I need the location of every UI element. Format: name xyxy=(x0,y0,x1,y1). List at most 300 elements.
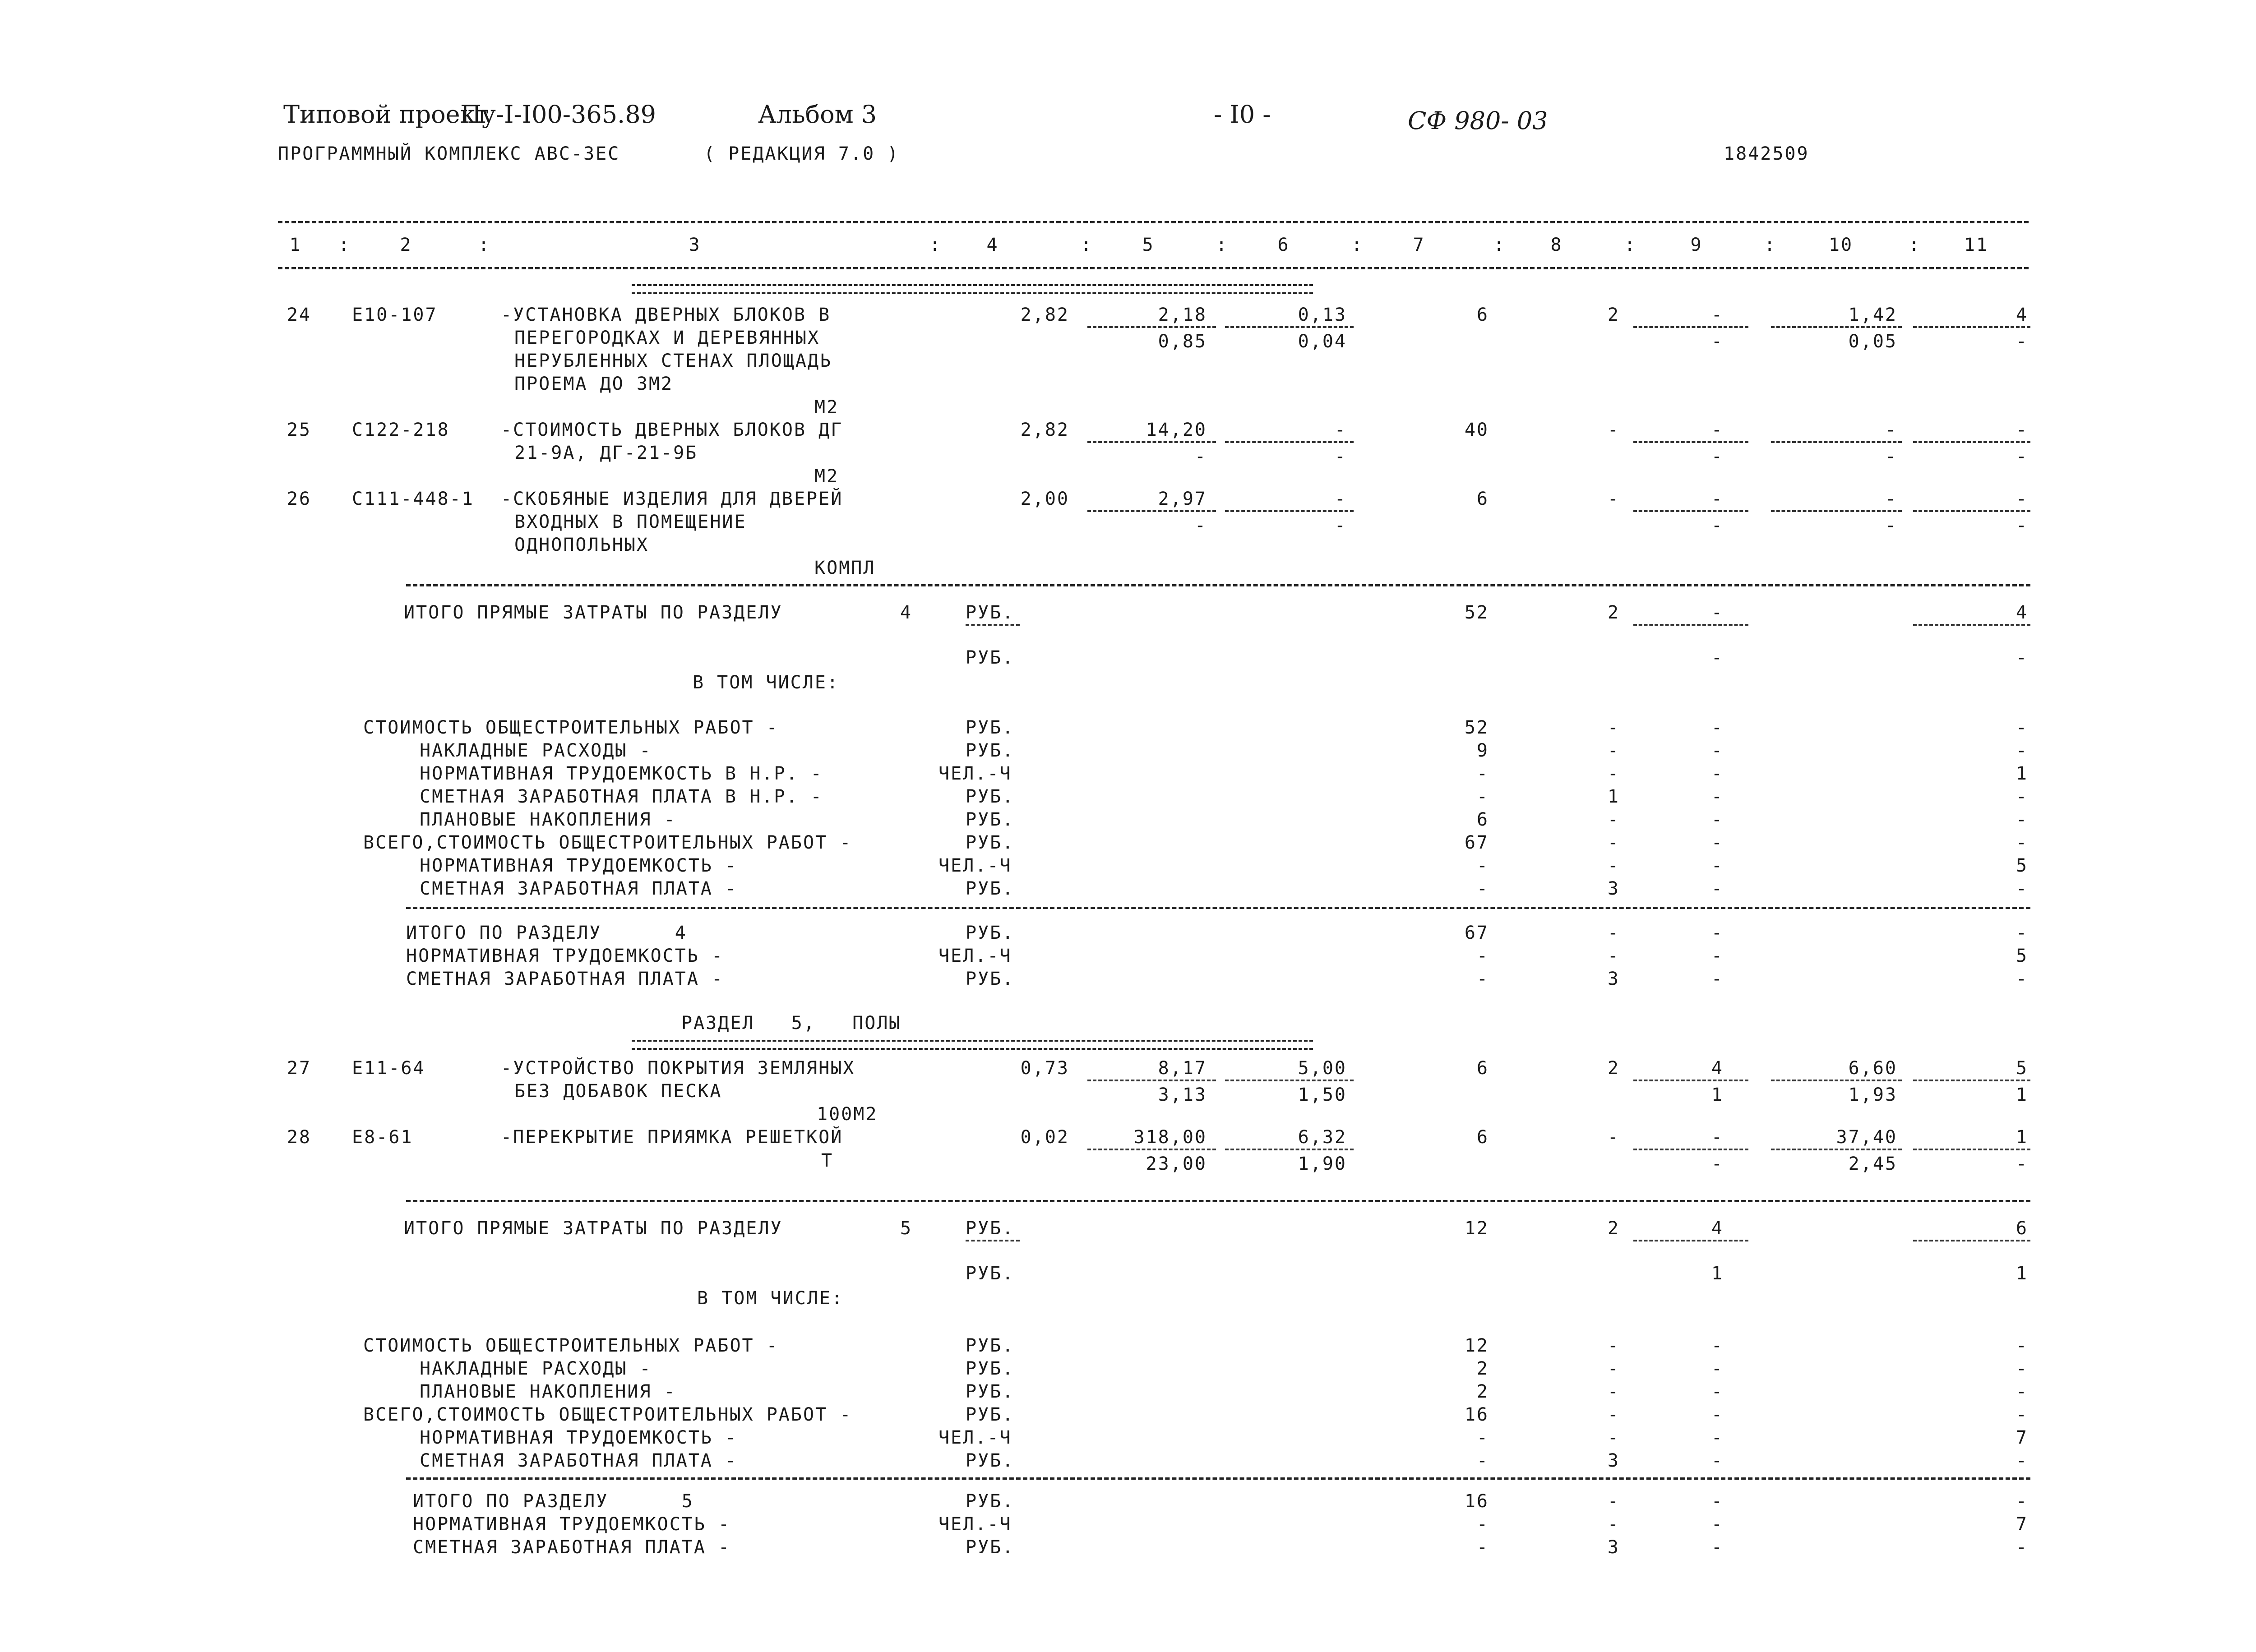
section5-breakdown-row-col-7: 2 xyxy=(1476,1381,1489,1402)
section4-final-row-col-9: - xyxy=(1711,946,1724,966)
program-name: ПРОГРАММНЫЙ КОМПЛЕКС АВС-3ЕС xyxy=(278,143,620,164)
item-24-col-11-sub: - xyxy=(2016,331,2028,352)
section4-final-row-label: СМЕТНАЯ ЗАРАБОТНАЯ ПЛАТА - xyxy=(406,969,724,989)
item-24-code: Е10-107 xyxy=(352,305,438,325)
sub-rule xyxy=(1771,441,1902,443)
rule-section4-final xyxy=(406,907,2030,909)
sub-rule xyxy=(1913,510,2030,512)
section4-direct-total-col-7: 52 xyxy=(1464,602,1489,623)
section5-direct-total-unit: РУБ. xyxy=(966,1218,1015,1239)
item-24-col-6-sub: 0,04 xyxy=(1298,331,1347,352)
section5-direct-total-col-11: 6 xyxy=(2016,1218,2028,1239)
sub-rule xyxy=(1633,510,1748,512)
item-25-col-11: - xyxy=(2016,420,2028,440)
column-separator: : xyxy=(478,235,491,255)
item-24-col-6: 0,13 xyxy=(1298,305,1347,325)
rule-header-bottom xyxy=(278,267,2029,269)
item-26-col-10-sub: - xyxy=(1885,515,1897,536)
item-27-number: 27 xyxy=(287,1058,311,1079)
item-28-col-9: - xyxy=(1711,1127,1724,1148)
item-25-col-9-sub: - xyxy=(1711,446,1724,467)
item-26-col-8: - xyxy=(1607,489,1620,509)
column-separator: : xyxy=(1493,235,1506,255)
section4-final-row-col-11: - xyxy=(2016,923,2028,943)
sub-rule xyxy=(1087,1080,1216,1081)
item-26-col-5: 2,97 xyxy=(1158,489,1207,509)
section4-breakdown-row-col-7: 6 xyxy=(1476,809,1489,830)
column-header-8: 8 xyxy=(1550,235,1563,255)
section5-breakdown-row-col-9: - xyxy=(1711,1427,1724,1448)
item-26-code: С111-448-1 xyxy=(352,489,474,509)
double-rule-section4 xyxy=(632,284,1313,294)
item-26-col-9: - xyxy=(1711,489,1724,509)
item-26-col-6: - xyxy=(1334,489,1347,509)
sub-rule xyxy=(1913,1080,2030,1081)
item-24-description: ПРОЕМА ДО 3М2 xyxy=(514,374,674,394)
item-27-col-8: 2 xyxy=(1607,1058,1620,1079)
item-25-col-4: 2,82 xyxy=(1020,420,1069,440)
section5-final-row-col-11: 7 xyxy=(2016,1514,2028,1535)
header-code: Пу-I-I00-365.89 xyxy=(460,100,656,129)
double-rule-section5 xyxy=(632,1040,1313,1050)
item-28-description: -ПЕРЕКРЫТИЕ ПРИЯМКА РЕШЕТКОЙ xyxy=(501,1127,843,1148)
item-26-col-11-sub: - xyxy=(2016,515,2028,536)
section4-breakdown-row-col-11: - xyxy=(2016,740,2028,761)
column-header-3: 3 xyxy=(689,235,701,255)
section4-breakdown-row-col-11: 1 xyxy=(2016,763,2028,784)
item-26-col-7: 6 xyxy=(1476,489,1489,509)
item-28-code: Е8-61 xyxy=(352,1127,413,1148)
page-number: - I0 - xyxy=(1214,100,1271,129)
section4-breakdown-row-label: СМЕТНАЯ ЗАРАБОТНАЯ ПЛАТА В Н.Р. - xyxy=(420,786,823,807)
section4-direct-total-col-8: 2 xyxy=(1607,602,1620,623)
section4-breakdown-row-label: НАКЛАДНЫЕ РАСХОДЫ - xyxy=(420,740,652,761)
item-25-col-8: - xyxy=(1607,420,1620,440)
section4-breakdown-row-col-7: 52 xyxy=(1464,717,1489,738)
sub-rule xyxy=(1771,326,1902,328)
section5-final-row-label: НОРМАТИВНАЯ ТРУДОЕМКОСТЬ - xyxy=(413,1514,731,1535)
section4-breakdown-row-col-11: - xyxy=(2016,717,2028,738)
sub-rule xyxy=(1225,510,1354,512)
section5-final-row-col-8: - xyxy=(1607,1491,1620,1512)
item-24-col-10-sub: 0,05 xyxy=(1848,331,1897,352)
sub-rule xyxy=(1913,1240,2030,1241)
section4-direct-total-label: ИТОГО ПРЯМЫЕ ЗАТРАТЫ ПО РАЗДЕЛУ xyxy=(404,602,783,623)
section4-breakdown-row-col-9: - xyxy=(1711,832,1724,853)
sub-rule xyxy=(1225,1080,1354,1081)
section5-final-row-col-9: - xyxy=(1711,1491,1724,1512)
section5-breakdown-row-label: СМЕТНАЯ ЗАРАБОТНАЯ ПЛАТА - xyxy=(420,1450,738,1471)
including-heading-5: В ТОМ ЧИСЛЕ: xyxy=(697,1288,844,1309)
section4-final-row-label: ИТОГО ПО РАЗДЕЛУ 4 xyxy=(406,923,687,943)
column-header-4: 4 xyxy=(986,235,999,255)
rule-top xyxy=(278,221,2029,223)
item-28-unit: Т xyxy=(821,1150,834,1171)
item-27-col-10: 6,60 xyxy=(1848,1058,1897,1079)
section5-final-row-col-7: - xyxy=(1476,1537,1489,1558)
section4-direct-total-col-11-sub: - xyxy=(2016,647,2028,668)
section4-direct-total-unit: РУБ. xyxy=(966,602,1015,623)
section4-final-row-col-9: - xyxy=(1711,969,1724,989)
item-25-col-7: 40 xyxy=(1464,420,1489,440)
section5-direct-total-col-11-sub: 1 xyxy=(2016,1263,2028,1284)
section4-final-row-col-8: 3 xyxy=(1607,969,1620,989)
section4-breakdown-row-unit: РУБ. xyxy=(966,832,1015,853)
section4-breakdown-row-unit: РУБ. xyxy=(966,878,1015,899)
section5-direct-total-col-8: 2 xyxy=(1607,1218,1620,1239)
sub-rule xyxy=(1913,326,2030,328)
section4-breakdown-row-label: НОРМАТИВНАЯ ТРУДОЕМКОСТЬ В Н.Р. - xyxy=(420,763,823,784)
item-27-unit: 100М2 xyxy=(817,1104,878,1125)
item-25-description: -СТОИМОСТЬ ДВЕРНЫХ БЛОКОВ ДГ xyxy=(501,420,843,440)
sub-rule xyxy=(1913,624,2030,626)
section4-breakdown-row-col-7: - xyxy=(1476,786,1489,807)
column-separator: : xyxy=(929,235,942,255)
item-26-unit: КОМПЛ xyxy=(814,558,876,578)
section5-direct-total-col-7: 12 xyxy=(1464,1218,1489,1239)
section4-breakdown-row-col-9: - xyxy=(1711,763,1724,784)
column-header-9: 9 xyxy=(1690,235,1703,255)
column-separator: : xyxy=(1909,235,1921,255)
section4-breakdown-row-col-7: 67 xyxy=(1464,832,1489,853)
section4-breakdown-row-col-11: - xyxy=(2016,809,2028,830)
section4-breakdown-row-col-11: - xyxy=(2016,832,2028,853)
item-25-col-5: 14,20 xyxy=(1146,420,1207,440)
sub-rule xyxy=(1087,441,1216,443)
item-27-col-6: 5,00 xyxy=(1298,1058,1347,1079)
section5-breakdown-row-unit: РУБ. xyxy=(966,1335,1015,1356)
column-header-11: 11 xyxy=(1964,235,1989,255)
section4-breakdown-row-col-7: - xyxy=(1476,763,1489,784)
section5-breakdown-row-unit: РУБ. xyxy=(966,1381,1015,1402)
section4-final-row-col-11: - xyxy=(2016,969,2028,989)
item-24-description: ПЕРЕГОРОДКАХ И ДЕРЕВЯННЫХ xyxy=(514,328,820,348)
section4-breakdown-row-unit: РУБ. xyxy=(966,717,1015,738)
section4-breakdown-row-label: СТОИМОСТЬ ОБЩЕСТРОИТЕЛЬНЫХ РАБОТ - xyxy=(363,717,779,738)
item-24-col-9-sub: - xyxy=(1711,331,1724,352)
item-27-col-11: 5 xyxy=(2016,1058,2028,1079)
item-25-code: С122-218 xyxy=(352,420,450,440)
section5-breakdown-row-col-9: - xyxy=(1711,1381,1724,1402)
section5-final-row-unit: ЧЕЛ.-Ч xyxy=(938,1514,1012,1535)
column-separator: : xyxy=(1351,235,1364,255)
section4-breakdown-row-unit: ЧЕЛ.-Ч xyxy=(938,763,1012,784)
item-27-col-10-sub: 1,93 xyxy=(1848,1084,1897,1105)
section4-breakdown-row-col-8: - xyxy=(1607,740,1620,761)
section5-breakdown-row-col-9: - xyxy=(1711,1404,1724,1425)
section5-breakdown-row-col-8: - xyxy=(1607,1335,1620,1356)
section5-final-row-col-7: 16 xyxy=(1464,1491,1489,1512)
item-25-col-10: - xyxy=(1885,420,1897,440)
item-25-col-9: - xyxy=(1711,420,1724,440)
sub-rule xyxy=(966,1240,1020,1241)
section5-final-row-label: ИТОГО ПО РАЗДЕЛУ 5 xyxy=(413,1491,694,1512)
section4-final-row-col-8: - xyxy=(1607,946,1620,966)
item-26-description: -СКОБЯНЫЕ ИЗДЕЛИЯ ДЛЯ ДВЕРЕЙ xyxy=(501,489,843,509)
section4-breakdown-row-col-7: - xyxy=(1476,878,1489,899)
item-25-col-11-sub: - xyxy=(2016,446,2028,467)
item-28-col-7: 6 xyxy=(1476,1127,1489,1148)
section4-direct-total-col-11: 4 xyxy=(2016,602,2028,623)
rule-section4-subtotal xyxy=(406,584,2030,586)
section5-breakdown-row-col-7: 2 xyxy=(1476,1358,1489,1379)
section4-breakdown-row-col-8: - xyxy=(1607,832,1620,853)
column-separator: : xyxy=(1624,235,1637,255)
item-24-unit: М2 xyxy=(814,397,839,418)
section5-breakdown-row-col-9: - xyxy=(1711,1358,1724,1379)
sub-rule xyxy=(1633,441,1748,443)
section5-breakdown-row-col-7: 12 xyxy=(1464,1335,1489,1356)
section5-direct-total-col-9-sub: 1 xyxy=(1711,1263,1724,1284)
section4-breakdown-row-col-8: - xyxy=(1607,855,1620,876)
item-24-col-11: 4 xyxy=(2016,305,2028,325)
item-25-unit: М2 xyxy=(814,466,839,487)
section5-breakdown-row-col-7: 16 xyxy=(1464,1404,1489,1425)
sub-rule xyxy=(1225,441,1354,443)
item-24-description: НЕРУБЛЕННЫХ СТЕНАХ ПЛОЩАДЬ xyxy=(514,351,832,371)
column-header-7: 7 xyxy=(1413,235,1425,255)
item-24-col-4: 2,82 xyxy=(1020,305,1069,325)
section5-breakdown-row-label: ПЛАНОВЫЕ НАКОПЛЕНИЯ - xyxy=(420,1381,676,1402)
section5-breakdown-row-col-11: - xyxy=(2016,1381,2028,1402)
item-27-col-5: 8,17 xyxy=(1158,1058,1207,1079)
section4-breakdown-row-label: СМЕТНАЯ ЗАРАБОТНАЯ ПЛАТА - xyxy=(420,878,738,899)
section5-breakdown-row-col-8: - xyxy=(1607,1404,1620,1425)
item-27-col-7: 6 xyxy=(1476,1058,1489,1079)
sub-rule xyxy=(966,624,1020,626)
section4-breakdown-row-col-9: - xyxy=(1711,855,1724,876)
item-27-col-11-sub: 1 xyxy=(2016,1084,2028,1105)
section4-breakdown-row-col-7: 9 xyxy=(1476,740,1489,761)
section5-direct-total-col-9: 4 xyxy=(1711,1218,1724,1239)
section5-breakdown-row-label: СТОИМОСТЬ ОБЩЕСТРОИТЕЛЬНЫХ РАБОТ - xyxy=(363,1335,779,1356)
item-24-col-8: 2 xyxy=(1607,305,1620,325)
section4-breakdown-row-col-9: - xyxy=(1711,717,1724,738)
item-26-col-9-sub: - xyxy=(1711,515,1724,536)
item-27-col-9: 4 xyxy=(1711,1058,1724,1079)
section5-breakdown-row-col-8: - xyxy=(1607,1358,1620,1379)
item-28-col-6: 6,32 xyxy=(1298,1127,1347,1148)
section5-breakdown-row-label: НАКЛАДНЫЕ РАСХОДЫ - xyxy=(420,1358,652,1379)
item-28-col-8: - xyxy=(1607,1127,1620,1148)
section4-final-row-unit: РУБ. xyxy=(966,969,1015,989)
item-25-number: 25 xyxy=(287,420,311,440)
item-28-col-10-sub: 2,45 xyxy=(1848,1154,1897,1174)
section4-final-row-unit: ЧЕЛ.-Ч xyxy=(938,946,1012,966)
item-25-col-5-sub: - xyxy=(1194,446,1207,467)
section5-breakdown-row-col-11: - xyxy=(2016,1335,2028,1356)
section5-breakdown-row-col-11: - xyxy=(2016,1358,2028,1379)
section4-breakdown-row-col-8: - xyxy=(1607,809,1620,830)
item-27-description: БЕЗ ДОБАВОК ПЕСКА xyxy=(514,1081,722,1102)
sub-rule xyxy=(1633,1080,1748,1081)
sub-rule xyxy=(1913,441,2030,443)
rule-section5-final xyxy=(406,1477,2030,1480)
item-25-col-6: - xyxy=(1334,420,1347,440)
item-24-col-5: 2,18 xyxy=(1158,305,1207,325)
section4-breakdown-row-col-8: 1 xyxy=(1607,786,1620,807)
section4-direct-total-unit2: РУБ. xyxy=(966,647,1015,668)
column-header-5: 5 xyxy=(1142,235,1155,255)
edition: ( РЕДАКЦИЯ 7.0 ) xyxy=(704,143,900,164)
item-28-col-5-sub: 23,00 xyxy=(1146,1154,1207,1174)
section4-breakdown-row-col-8: - xyxy=(1607,717,1620,738)
section4-breakdown-row-col-9: - xyxy=(1711,786,1724,807)
item-26-col-5-sub: - xyxy=(1194,515,1207,536)
sub-rule xyxy=(1771,1149,1902,1150)
section5-breakdown-row-col-7: - xyxy=(1476,1427,1489,1448)
column-header-6: 6 xyxy=(1277,235,1290,255)
item-24-col-9: - xyxy=(1711,305,1724,325)
column-separator: : xyxy=(1081,235,1093,255)
section5-direct-total-section-number: 5 xyxy=(900,1218,913,1239)
section4-breakdown-row-col-11: - xyxy=(2016,878,2028,899)
section5-final-row-col-9: - xyxy=(1711,1514,1724,1535)
section4-final-row-unit: РУБ. xyxy=(966,923,1015,943)
section4-breakdown-row-col-7: - xyxy=(1476,855,1489,876)
section4-breakdown-row-col-11: 5 xyxy=(2016,855,2028,876)
item-26-col-6-sub: - xyxy=(1334,515,1347,536)
sub-rule xyxy=(1633,1149,1748,1150)
header-project: Типовой проект xyxy=(283,100,489,129)
sub-rule xyxy=(1087,326,1216,328)
column-header-10: 10 xyxy=(1828,235,1854,255)
item-27-col-6-sub: 1,50 xyxy=(1298,1084,1347,1105)
section5-breakdown-row-col-8: - xyxy=(1607,1427,1620,1448)
column-header-1: 1 xyxy=(289,235,302,255)
header-album: Альбом 3 xyxy=(758,100,877,129)
sub-rule xyxy=(1087,510,1216,512)
section5-final-row-label: СМЕТНАЯ ЗАРАБОТНАЯ ПЛАТА - xyxy=(413,1537,731,1558)
section5-breakdown-row-label: НОРМАТИВНАЯ ТРУДОЕМКОСТЬ - xyxy=(420,1427,738,1448)
section5-breakdown-row-col-7: - xyxy=(1476,1450,1489,1471)
sub-rule xyxy=(1225,326,1354,328)
item-28-number: 28 xyxy=(287,1127,311,1148)
section5-breakdown-row-label: ВСЕГО,СТОИМОСТЬ ОБЩЕСТРОИТЕЛЬНЫХ РАБОТ - xyxy=(363,1404,852,1425)
section4-final-row-col-9: - xyxy=(1711,923,1724,943)
item-28-col-5: 318,00 xyxy=(1133,1127,1207,1148)
rule-section5-subtotal xyxy=(406,1200,2030,1202)
sub-rule xyxy=(1087,1149,1216,1150)
section4-breakdown-row-label: НОРМАТИВНАЯ ТРУДОЕМКОСТЬ - xyxy=(420,855,738,876)
section5-breakdown-row-unit: РУБ. xyxy=(966,1404,1015,1425)
item-27-col-4: 0,73 xyxy=(1020,1058,1069,1079)
item-28-col-10: 37,40 xyxy=(1836,1127,1897,1148)
section4-breakdown-row-col-9: - xyxy=(1711,878,1724,899)
section4-breakdown-row-label: ПЛАНОВЫЕ НАКОПЛЕНИЯ - xyxy=(420,809,676,830)
section5-final-row-col-11: - xyxy=(2016,1491,2028,1512)
section5-final-row-unit: РУБ. xyxy=(966,1537,1015,1558)
section5-breakdown-row-col-8: - xyxy=(1607,1381,1620,1402)
section5-breakdown-row-col-8: 3 xyxy=(1607,1450,1620,1471)
sub-rule xyxy=(1225,1149,1354,1150)
section5-breakdown-row-unit: РУБ. xyxy=(966,1358,1015,1379)
item-24-col-7: 6 xyxy=(1476,305,1489,325)
section5-final-row-col-11: - xyxy=(2016,1537,2028,1558)
section4-final-row-col-8: - xyxy=(1607,923,1620,943)
item-28-col-6-sub: 1,90 xyxy=(1298,1154,1347,1174)
item-25-col-6-sub: - xyxy=(1334,446,1347,467)
section4-breakdown-row-col-8: - xyxy=(1607,763,1620,784)
section4-direct-total-col-9: - xyxy=(1711,602,1724,623)
document-number: 1842509 xyxy=(1724,143,1809,164)
section5-title: РАЗДЕЛ 5, ПОЛЫ xyxy=(681,1013,901,1034)
section4-final-row-label: НОРМАТИВНАЯ ТРУДОЕМКОСТЬ - xyxy=(406,946,724,966)
item-27-code: Е11-64 xyxy=(352,1058,425,1079)
item-26-description: ОДНОПОЛЬНЫХ xyxy=(514,535,649,555)
item-27-description: -УСТРОЙСТВО ПОКРЫТИЯ ЗЕМЛЯНЫХ xyxy=(501,1058,855,1079)
section5-breakdown-row-col-11: - xyxy=(2016,1404,2028,1425)
item-25-description: 21-9А, ДГ-21-9Б xyxy=(514,443,698,463)
sub-rule xyxy=(1771,1080,1902,1081)
section5-final-row-col-8: 3 xyxy=(1607,1537,1620,1558)
item-24-col-5-sub: 0,85 xyxy=(1158,331,1207,352)
section4-final-row-col-7: 67 xyxy=(1464,923,1489,943)
handwritten-note: СФ 980- 03 xyxy=(1408,106,1548,135)
column-header-2: 2 xyxy=(400,235,412,255)
section5-breakdown-row-col-11: 7 xyxy=(2016,1427,2028,1448)
item-26-description: ВХОДНЫХ В ПОМЕЩЕНИЕ xyxy=(514,512,747,532)
section4-breakdown-row-label: ВСЕГО,СТОИМОСТЬ ОБЩЕСТРОИТЕЛЬНЫХ РАБОТ - xyxy=(363,832,852,853)
section5-final-row-col-9: - xyxy=(1711,1537,1724,1558)
item-26-col-4: 2,00 xyxy=(1020,489,1069,509)
sub-rule xyxy=(1633,624,1748,626)
item-28-col-11-sub: - xyxy=(2016,1154,2028,1174)
section5-final-row-col-8: - xyxy=(1607,1514,1620,1535)
section4-final-row-col-7: - xyxy=(1476,946,1489,966)
section4-breakdown-row-unit: ЧЕЛ.-Ч xyxy=(938,855,1012,876)
section4-breakdown-row-unit: РУБ. xyxy=(966,809,1015,830)
section5-breakdown-row-col-9: - xyxy=(1711,1450,1724,1471)
section5-breakdown-row-col-11: - xyxy=(2016,1450,2028,1471)
section4-direct-total-section-number: 4 xyxy=(900,602,913,623)
section4-breakdown-row-unit: РУБ. xyxy=(966,786,1015,807)
sub-rule xyxy=(1633,1240,1748,1241)
item-26-col-10: - xyxy=(1885,489,1897,509)
item-27-col-5-sub: 3,13 xyxy=(1158,1084,1207,1105)
section5-direct-total-unit2: РУБ. xyxy=(966,1263,1015,1284)
item-28-col-9-sub: - xyxy=(1711,1154,1724,1174)
section5-breakdown-row-unit: ЧЕЛ.-Ч xyxy=(938,1427,1012,1448)
item-26-col-11: - xyxy=(2016,489,2028,509)
section4-breakdown-row-col-8: 3 xyxy=(1607,878,1620,899)
column-separator: : xyxy=(338,235,351,255)
item-24-col-10: 1,42 xyxy=(1848,305,1897,325)
sub-rule xyxy=(1633,326,1748,328)
including-heading: В ТОМ ЧИСЛЕ: xyxy=(693,672,839,693)
item-24-number: 24 xyxy=(287,305,311,325)
section5-breakdown-row-unit: РУБ. xyxy=(966,1450,1015,1471)
item-28-col-4: 0,02 xyxy=(1020,1127,1069,1148)
column-separator: : xyxy=(1216,235,1229,255)
item-25-col-10-sub: - xyxy=(1885,446,1897,467)
item-24-description: -УСТАНОВКА ДВЕРНЫХ БЛОКОВ В xyxy=(501,305,831,325)
sub-rule xyxy=(1771,510,1902,512)
section5-final-row-unit: РУБ. xyxy=(966,1491,1015,1512)
column-separator: : xyxy=(1764,235,1777,255)
section5-direct-total-label: ИТОГО ПРЯМЫЕ ЗАТРАТЫ ПО РАЗДЕЛУ xyxy=(404,1218,783,1239)
item-27-col-9-sub: 1 xyxy=(1711,1084,1724,1105)
item-28-col-11: 1 xyxy=(2016,1127,2028,1148)
section4-final-row-col-11: 5 xyxy=(2016,946,2028,966)
section5-final-row-col-7: - xyxy=(1476,1514,1489,1535)
sub-rule xyxy=(1913,1149,2030,1150)
section4-breakdown-row-col-11: - xyxy=(2016,786,2028,807)
section4-direct-total-col-9-sub: - xyxy=(1711,647,1724,668)
section5-breakdown-row-col-9: - xyxy=(1711,1335,1724,1356)
item-26-number: 26 xyxy=(287,489,311,509)
section4-final-row-col-7: - xyxy=(1476,969,1489,989)
